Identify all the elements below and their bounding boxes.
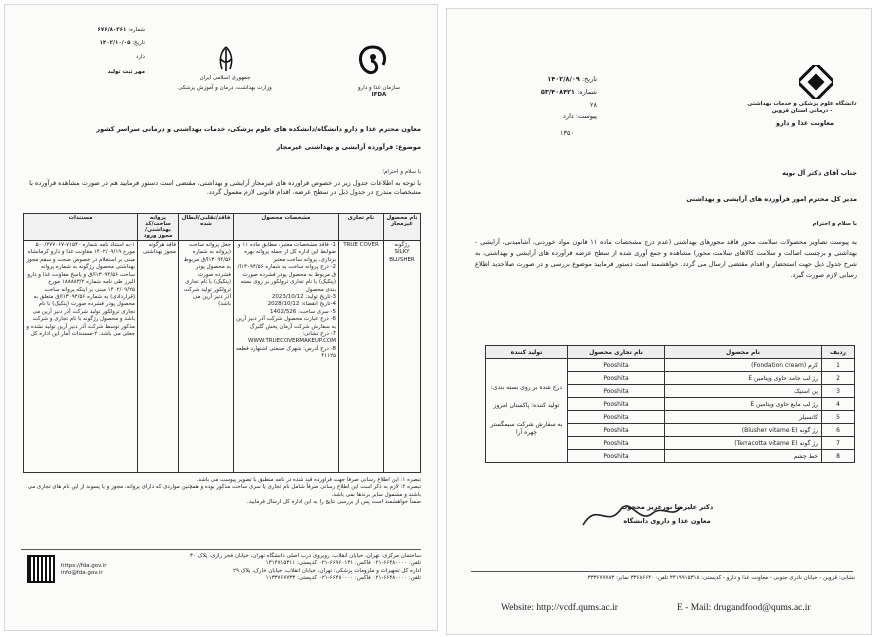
product-brand: Pooshita <box>568 437 665 450</box>
subject: موضوع: فرآورده آرایشی و بهداشتی غیرمجاز <box>276 143 421 151</box>
number-label: شماره: <box>128 27 145 33</box>
footer-email[interactable]: info@fda.gov.ir <box>61 570 103 577</box>
email-label: E - Mail: <box>677 603 712 613</box>
deputy-name: معاونت غذا و دارو <box>775 119 835 127</box>
university-logo-icon <box>799 65 833 99</box>
signer-name: دکتر علیرضا نورعزیز محجوب <box>620 503 714 511</box>
footer-address-2: اداره کل تجهیزات و ملزومات پزشکی: تهران، خیابان انقلاب، خیابان خارک، پلاک ۲۹ <box>233 567 421 574</box>
spec-line: 5- سری ساخت: 1402/526 <box>270 308 336 315</box>
footer-address: نشانی: قزوین - خیابان نادری جنوبی - معاونت غذا و دارو - کدپستی: ۳۴۱۹۹۱۵۳۱۸ تلفن: ۳۳۶۸۶۶۴۰ نمابر: ۳۳۳۶۷۷۷۸۳ <box>587 575 855 581</box>
ifda-name: سازمان غذا و دارو <box>357 85 401 91</box>
product-name: خط چشم <box>665 450 822 463</box>
extra-number: ۲۸ <box>590 101 597 110</box>
website-label: Website: <box>501 603 535 613</box>
manufacturer-note-2: تولید کننده: پاکستان امروز <box>493 402 560 410</box>
table-header: فاقد/تقلبی/ابطال شده <box>179 214 234 241</box>
registration-stamp: مهر ثبت تولید <box>107 69 145 76</box>
product-name-en-2: BLUSHER <box>389 256 415 263</box>
table-header: ردیف <box>822 346 855 359</box>
left-letter-meta <box>35 27 145 77</box>
product-name: رژ گونه (Terracotta vitame E) <box>665 437 822 450</box>
product-name: کرم (Fondation cream) <box>665 359 822 372</box>
manufacturer-note-3: به سفارش شرکت سیمگستر چهره آرا <box>490 420 563 436</box>
body-text: با توجه به اطلاعات جدول زیر در خصوص فراورده های غیرمجاز آرایشی و بهداشتی، مقتضی است دستور فرمایید هم در صورت مشاهده فرآورده با مشخصات مندرج در جدول ذیل در سطح عرضه، اقدام قانونی لازم معمول گردد. <box>29 179 421 197</box>
spec-line: 3-تاریخ تولید: 2023/10/12 <box>271 293 336 300</box>
manufacturer-cell <box>486 359 568 463</box>
email-link[interactable]: drugandfood@qums.ac.ir <box>713 603 811 613</box>
table-header: پروانه ساخت/کد بهداشتی/مجوز ورود <box>138 214 179 241</box>
body-text: به پیوست تصاویر محصولات سلامت محور فاقد مجوزهای بهداشتی (عدم درج مشخصات ماده ۱۱ قانون مواد خوردنی، آشامیدنی، آرایشی - بهداشتی و برچسب اصالت و سلامت کالاهای سلامت محور) مشاهده و جمع آوری شده از سطح عرضه فرآورده های آرایشی و بهداشتی، به شرح جدول ذیل جهت استحضار و اقدام مقتضی ارسال می گردد. خواهشمند است دستور فرمایید موضوع بررسی و در صورت صلاحدید اطلاع رسانی لازم صورت گیرد. <box>475 238 857 280</box>
status-cell: جعل پروانه ساخت (پروانه به شماره ۱۳۰۹۴/۵۶ا/ق مربوط به محصول پودر فشرده صورت (پنکیک) با نام تجاری ترولکور تولید شرکت آذر دنیز آرین می باشد) <box>179 241 234 473</box>
product-brand: Pooshita <box>568 372 665 385</box>
table-row <box>486 359 855 372</box>
table-row <box>24 241 421 473</box>
recipient-name: جناب آقای دکتر آل بویه <box>782 169 857 177</box>
ifda-logo-icon <box>353 43 393 83</box>
product-brand: Pooshita <box>568 398 665 411</box>
product-brand: Pooshita <box>568 411 665 424</box>
year-stamp: ۱۳۵۰ <box>560 129 574 138</box>
table-header: نام تجاری <box>339 214 384 241</box>
note-3: ضمناً خواهشمند است پس از بررسی نتایج را به این اداره کل ارسال فرمایید. <box>246 499 421 506</box>
table-header: تولید کننده <box>486 346 568 359</box>
brand-cell: TRUE COVER <box>339 241 384 473</box>
manufacturer-note-1: درج شده بر روی بسته بندی: <box>490 384 563 392</box>
product-name-en-1: SILKY <box>394 249 410 256</box>
note-2: تبصره ۲: لازم به ذکر است این اطلاع رسانی صرفاً شامل نام تجاری یا سری ساخت مذکور بوده و همچنین مواردی که دارای پروانه، مجوز و یا پسوند از این نام های تجاری می باشند و مشمول سایر برندها نمی باشد. <box>27 484 421 498</box>
product-name-cell <box>384 241 421 473</box>
footer-address-1: ساختمان مرکزی: تهران، خیابان انقلاب، روبروی درب اصلی دانشگاه تهران، خیابان فخر رازی، پلاک ۳۰ <box>190 553 421 559</box>
row-number: 3 <box>822 385 855 398</box>
footer-phones-1: تلفن: ۶۶۴۸۰۰۰۰-۰۲۱ فاکس: ۶۶۹۶۰۱۳۱-۰۲۱ کدپستی: ۱۳۱۴۷۱۵۳۱۱ <box>265 560 421 567</box>
date-label: تاریخ: <box>132 40 145 47</box>
row-number: 1 <box>822 359 855 372</box>
letter-right <box>446 8 872 635</box>
signature-mark-icon <box>577 495 687 535</box>
letter-left <box>4 4 438 631</box>
left-footer-links <box>61 563 181 578</box>
row-number: 6 <box>822 424 855 437</box>
footer-website[interactable]: https://fda.gov.ir <box>61 563 107 569</box>
spec-line: 2- درج پروانه ساخت به شماره ۱۳۰۹۴/۵۶ا/ق مربوط به محصول پودر فشرده صورت (پنکیک) با نام تجاری ترولکور بر روی بسته بندی محصول <box>237 264 336 293</box>
product-name-fa: رژگونه <box>394 242 410 248</box>
row-number: 2 <box>822 372 855 385</box>
recipient-title: مدیر کل محترم امور فرآورده های آرایشی و بهداشتی <box>686 195 857 203</box>
right-letter-meta <box>487 75 597 138</box>
specs-cell <box>234 241 339 473</box>
table-header: نام محصول غیرمجاز <box>384 214 421 241</box>
product-name: کانسیلر <box>665 411 822 424</box>
table-header: نام محصول <box>665 346 822 359</box>
spec-line: 8- درج آدرس: شهرک صنعتی اشتهارد قطعه ۴۱۱۲۵ <box>235 345 336 360</box>
product-name: پن استیک <box>665 385 822 398</box>
number-label: شماره: <box>577 88 597 97</box>
row-number: 7 <box>822 437 855 450</box>
spec-line: 7- درج نشانی: WWW.TRUECOVERMAKEUP.COM <box>248 331 336 345</box>
license-cell: فاقد هرگونه مجوز بهداشتی <box>138 241 179 473</box>
unauthorized-products-table <box>23 213 421 473</box>
products-table <box>485 345 855 463</box>
number-value: ۶۷۶/۸۰۳۶۱ <box>97 27 127 33</box>
footer-email <box>677 603 811 613</box>
row-number: 5 <box>822 411 855 424</box>
emblem-caption: جمهوری اسلامی ایران <box>199 75 251 81</box>
row-number: 8 <box>822 450 855 463</box>
product-brand: Pooshita <box>568 424 665 437</box>
attachment-label: پیوست: <box>575 112 597 121</box>
product-brand: Pooshita <box>568 385 665 398</box>
product-brand: Pooshita <box>568 450 665 463</box>
spec-line: 4-تاریخ انقضاء: 2028/10/12 <box>267 301 336 308</box>
signer-title: معاون غذا و داروی دانشگاه <box>623 517 711 525</box>
iran-emblem-icon <box>215 45 237 73</box>
recipient: معاون محترم غذا و دارو دانشگاه/دانشکده های علوم پزشکی، خدمات بهداشتی و درمانی سراسر کشور <box>96 125 421 133</box>
attachment-value: دارد <box>135 53 145 60</box>
date-label: تاریخ: <box>581 75 597 83</box>
spec-line: 1- فاقد مشخصات معتبر، مطابق ماده ۱۱ و ضوابط این اداره کل از جمله پروانه بهره برداری، پروانه ساخت معتبر <box>237 242 336 263</box>
greeting: با سلام و احترام <box>812 221 857 227</box>
attachment-value: دارد <box>563 112 574 121</box>
ifda-caption <box>351 85 407 100</box>
table-header: نام تجاری محصول <box>568 346 665 359</box>
note-1: تبصره ۱: این اطلاع رسانی صرفا جهت فراورده قید شده در نامه منطبق با تصویر پیوست می باشد. <box>196 477 421 483</box>
row-number: 4 <box>822 398 855 411</box>
greeting: با سلام و احترام؛ <box>382 169 421 175</box>
documents-cell: ۱-به استناد نامه شماره ۷۱۵۴۰-۵۰۰/۲۷۷۰۶۷ مورخ ۱۴۰۲/۰۹/۱۹ معاونت غذا و دارو کرمانشاه مبنی بر استعلام در خصوص صحت و سقم مجوز بهداشتی محصول رژگونه به شماره پروانه ساخت ۱۳۰۹۴/۵۶ا/ق و پاسخ معاونت غذا و دارو البرز طی نامه شماره ۱۸۸۸۸۳/۲ مورخ ۱۴۰۲/۰۹/۲۵ مبنی بر اینکه پروانه ساخت (قراردادی) به شماره ۱۳۰۹۴/۵۶ا/ق متعلق به محصول پودر فشرده صورت (پنکیک) با نام تجاری ترولکور تولید شرکت آذر دنیز آرین می باشد و محصول رژگونه با نام تجاری و شرکت مذکور توسط شرکت آذر دنیز آرین تولید نشده و جعلی می باشد. ۲-مستندات آمار این اداره کل <box>24 241 138 473</box>
product-brand: Pooshita <box>568 359 665 372</box>
footer-phones-2: تلفن: ۶۶۴۸۰۰۰۰-۰۲۱ فاکس: ۶۶۴۸۰۰۰۰-۰۲۱ کدپستی: ۱۱۳۳۷۶۷۷۳۳ <box>265 575 421 582</box>
spec-line: 6- درج عبارت محصول شرکت آذر دنیز آرین به سفارش شرکت آرمان پخش گلبرگ <box>236 316 336 330</box>
footer-website <box>501 603 618 613</box>
date-value: ۱۴۰۲/۱۰/۰۵ <box>99 40 131 47</box>
table-header: مستندات <box>24 214 138 241</box>
date-value: ۱۴۰۲/۸/۰۹ <box>547 75 580 83</box>
university-name: دانشگاه علوم پزشکی و خدمات بهداشتی - درمانی استان قزوین <box>747 101 857 115</box>
ifda-abbr: IFDA <box>371 92 387 99</box>
ministry-caption: وزارت بهداشت، درمان و آموزش پزشکی <box>178 85 272 91</box>
product-name: رژ گونه (Blusher vitame E) <box>665 424 822 437</box>
qr-code-icon <box>29 557 53 581</box>
product-name: رژ لب جامد حاوی ویتامین E <box>665 372 822 385</box>
number-value: ۵۳/۴۰۸۴۲۱ <box>540 88 575 97</box>
notes <box>21 477 421 507</box>
website-link[interactable]: http://vcdf.qums.ac.ir <box>536 603 618 613</box>
product-name: رژ لب مایع حاوی ویتامین E <box>665 398 822 411</box>
table-header: مشخصات محصول <box>234 214 339 241</box>
